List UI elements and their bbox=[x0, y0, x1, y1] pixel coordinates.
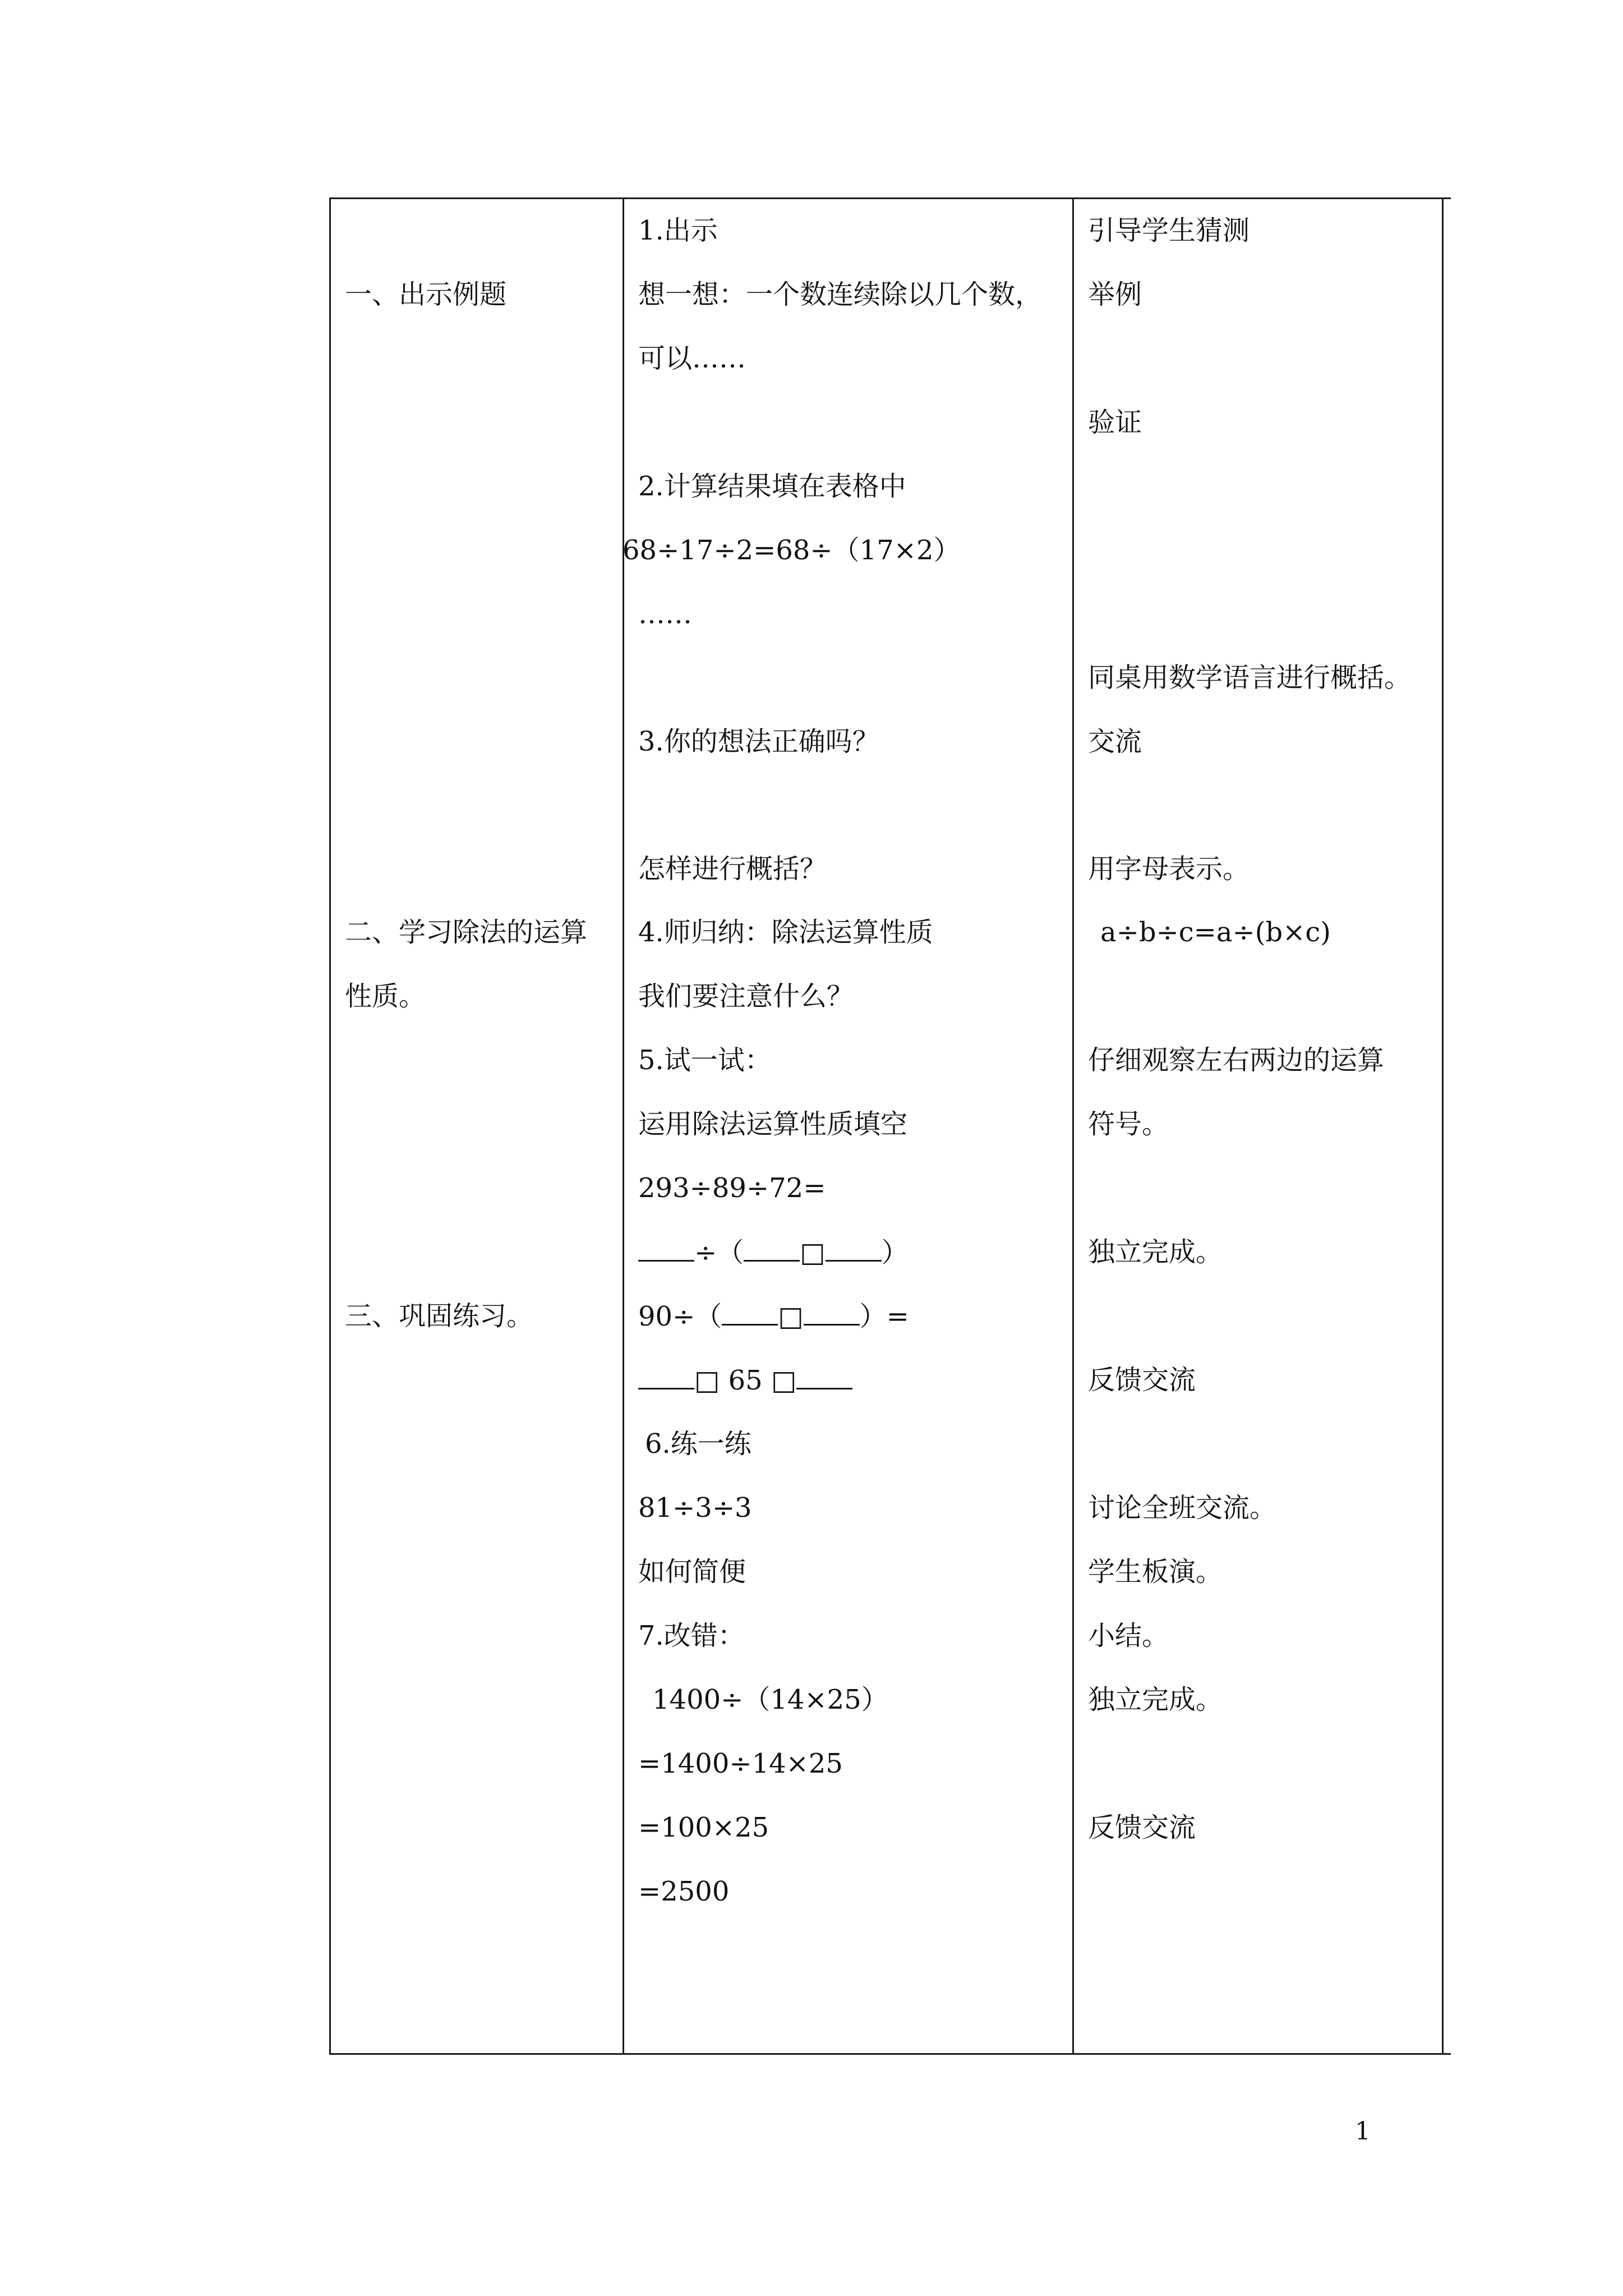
stage-2-label-line-2: 性质。 bbox=[345, 981, 426, 1012]
operator-box: □ bbox=[800, 1237, 826, 1268]
blank bbox=[722, 1299, 778, 1326]
activity-line-6: 用字母表示。 bbox=[1088, 853, 1250, 885]
content-line-1: 1.出示 bbox=[638, 215, 718, 246]
blank bbox=[744, 1235, 800, 1262]
operator-box: □ bbox=[771, 1365, 797, 1396]
expression-suffix: ）= bbox=[859, 1301, 909, 1332]
activity-line-9: 符号。 bbox=[1088, 1108, 1169, 1140]
activity-line-14: 小结。 bbox=[1088, 1620, 1169, 1651]
activity-line-15: 独立完成。 bbox=[1088, 1684, 1223, 1715]
fill-blank-line-3 bbox=[638, 1363, 852, 1397]
operator-box: □ bbox=[694, 1365, 720, 1396]
activity-line-7: a÷b÷c=a÷(b×c) bbox=[1100, 917, 1331, 948]
content-line-2: 想一想：一个数连续除以几个数， bbox=[638, 279, 1043, 310]
closing-paren: ） bbox=[881, 1237, 909, 1268]
content-line-22: =1400÷14×25 bbox=[638, 1748, 843, 1779]
blank bbox=[638, 1235, 694, 1262]
content-line-11: 5.试一试： bbox=[638, 1045, 772, 1076]
content-line-19: 如何简便 bbox=[638, 1556, 746, 1588]
activity-line-2: 举例 bbox=[1088, 279, 1142, 310]
content-line-18: 81÷3÷3 bbox=[638, 1492, 752, 1524]
activity-line-1: 引导学生猜测 bbox=[1088, 215, 1250, 246]
table-bottom-border bbox=[329, 2053, 1451, 2055]
blank bbox=[638, 1363, 694, 1389]
content-line-5: 68÷17÷2=68÷（17×2） bbox=[623, 535, 961, 566]
activity-line-13: 学生板演。 bbox=[1088, 1556, 1223, 1588]
content-line-12: 运用除法运算性质填空 bbox=[638, 1108, 908, 1140]
fill-blank-line-2 bbox=[638, 1299, 909, 1333]
number: 65 bbox=[728, 1365, 763, 1396]
table-left-border bbox=[329, 197, 331, 2055]
content-line-9: 4.师归纳：除法运算性质 bbox=[638, 917, 933, 948]
content-line-3: 可以…… bbox=[638, 343, 746, 374]
content-line-13: 293÷89÷72= bbox=[638, 1172, 826, 1204]
blank bbox=[804, 1299, 860, 1326]
activity-line-16: 反馈交流 bbox=[1088, 1812, 1196, 1843]
stage-3-label: 三、巩固练习。 bbox=[345, 1300, 534, 1332]
content-line-24: =2500 bbox=[638, 1876, 730, 1907]
stage-1-label: 一、出示例题 bbox=[345, 279, 507, 310]
activity-line-8: 仔细观察左右两边的运算 bbox=[1088, 1045, 1385, 1076]
table-top-border bbox=[329, 197, 1451, 199]
content-line-7: 3.你的想法正确吗？ bbox=[638, 726, 879, 757]
page-number: 1 bbox=[1355, 2117, 1371, 2146]
table-column-divider-1 bbox=[623, 197, 624, 2055]
division-sign: ÷（ bbox=[694, 1237, 744, 1268]
activity-line-4: 同桌用数学语言进行概括。 bbox=[1088, 662, 1412, 693]
fill-blank-line-1 bbox=[638, 1235, 909, 1269]
stage-2-label-line-1: 二、学习除法的运算 bbox=[345, 917, 588, 948]
content-line-4: 2.计算结果填在表格中 bbox=[638, 471, 906, 502]
operator-box: □ bbox=[778, 1301, 804, 1332]
content-line-8: 怎样进行概括？ bbox=[638, 853, 827, 885]
content-line-20: 7.改错： bbox=[638, 1620, 745, 1651]
table-right-border bbox=[1442, 197, 1444, 2055]
activity-line-5: 交流 bbox=[1088, 726, 1142, 757]
activity-line-11: 反馈交流 bbox=[1088, 1364, 1196, 1396]
content-line-17: 6.练一练 bbox=[645, 1428, 751, 1460]
content-line-10: 我们要注意什么？ bbox=[638, 981, 854, 1012]
activity-line-12: 讨论全班交流。 bbox=[1088, 1492, 1277, 1524]
expression-prefix: 90÷（ bbox=[638, 1301, 722, 1332]
activity-line-3: 验证 bbox=[1088, 407, 1142, 438]
content-line-23: =100×25 bbox=[638, 1812, 769, 1843]
content-line-6: …… bbox=[638, 599, 692, 630]
content-line-21: 1400÷（14×25） bbox=[652, 1684, 888, 1715]
blank bbox=[796, 1363, 852, 1389]
blank bbox=[826, 1235, 882, 1262]
table-column-divider-2 bbox=[1072, 197, 1074, 2055]
activity-line-10: 独立完成。 bbox=[1088, 1236, 1223, 1268]
